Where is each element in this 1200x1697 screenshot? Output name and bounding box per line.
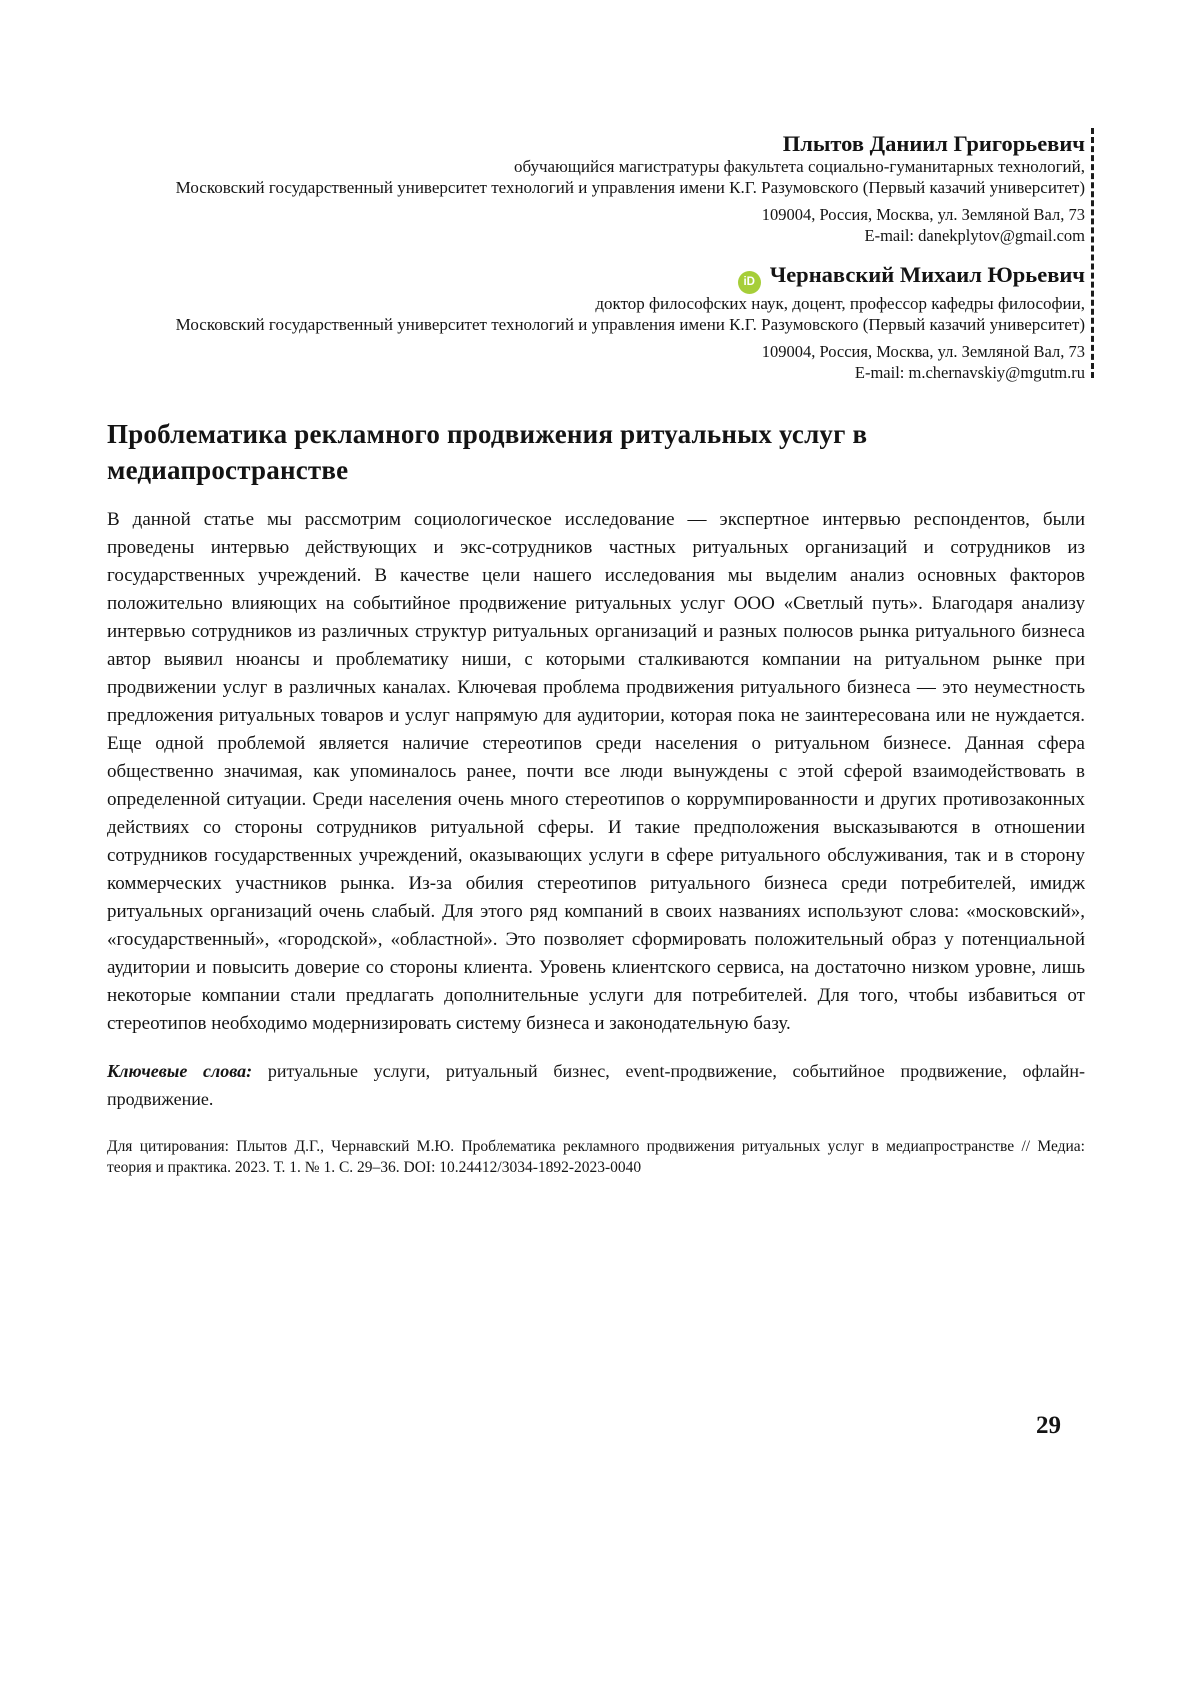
author-entry-plytov <box>107 130 1085 246</box>
keywords-label: Ключевые слова: <box>107 1061 253 1082</box>
author-email[interactable]: E-mail: m.chernavskiy@mgutm.ru <box>854 362 1085 382</box>
author-affiliation: Московский государственный университет технологий и управления имени К.Г. Разумовского (Первый казачий университет) <box>175 177 1085 197</box>
article-title: Проблематика рекламного продвижения ритуальных услуг в медиапространстве <box>107 419 868 485</box>
author-name-line <box>107 261 1085 294</box>
citation-text: Плытов Д.Г., Чернавский М.Ю. Проблематика рекламного продвижения ритуальных услуг в медиапространстве // Медиа: теория и практика. 2023. Т. 1. № 1. С. 29–36. DOI: 10.24412/3034-1892-2023-0040 <box>107 1138 1085 1176</box>
author-address: 109004, Россия, Москва, ул. Земляной Вал, 73 <box>761 205 1085 224</box>
author-contact <box>107 205 1085 246</box>
citation-line <box>107 1137 1085 1178</box>
author-role: доктор философских наук, доцент, профессор кафедры философии, <box>595 294 1085 313</box>
keywords-line <box>107 1057 1085 1113</box>
page-number: 29 <box>1036 1412 1061 1439</box>
page-content <box>107 0 1085 1194</box>
author-name: Чернавский Михаил Юрьевич <box>769 262 1085 287</box>
citation-label: Для цитирования: <box>107 1138 229 1156</box>
author-block-dashed-divider <box>1091 128 1094 378</box>
article-abstract: В данной статье мы рассмотрим социологическое исследование — экспертное интервью респондентов, были проведены интервью действующих и экс-сотрудников частных ритуальных организаций и сотрудников из государственных учреждений. В качестве цели нашего исследования мы выделим анализ основных факторов положительно влияющих на событийное продвижение ритуальных услуг ООО «Светлый путь». Благодаря анализу интервью сотрудников из различных структур ритуальных организаций и разных полюсов рынка ритуального бизнеса автор выявил нюансы и проблематику ниши, с которыми сталкиваются компании на ритуальном рынке при продвижении услуг в различных каналах. Ключевая проблема продвижения ритуального бизнеса — это неуместность предложения ритуальных товаров и услуг напрямую для аудитории, которая пока не заинтересована или не нуждается. Еще одной проблемой является наличие стереотипов среди населения о ритуальном бизнесе. Данная сфера общественно значимая, как упоминалось ранее, почти все люди вынуждены с этой сферой взаимодействовать в определенной ситуации. Среди населения очень много стереотипов о коррумпированности и других противозаконных действиях со стороны сотрудников ритуальной сферы. И такие предположения высказываются в отношении сотрудников государственных учреждений, оказывающих услуги в сфере ритуального обслуживания, так и в сторону коммерческих участников рынка. Из-за обилия стереотипов ритуального бизнеса среди потребителей, имидж ритуальных организаций очень слабый. Для этого ряд компаний в своих названиях используют слова: «московский», «государственный», «городской», «областной». Это позволяет сформировать положительный образ у потенциальной аудитории и повысить доверие со стороны клиента. Уровень клиентского сервиса, на достаточно низком уровне, лишь некоторые компании стали предлагать дополнительные услуги для потребителей. Для того, чтобы избавиться от стереотипов необходимо модернизировать систему бизнеса и законодательную базу. <box>107 509 1085 1035</box>
author-email[interactable]: E-mail: danekplytov@gmail.com <box>864 225 1085 245</box>
author-name: Плытов Даниил Григорьевич <box>782 131 1085 156</box>
author-role: обучающийся магистратуры факультета социально-гуманитарных технологий, <box>514 157 1085 176</box>
author-address: 109004, Россия, Москва, ул. Земляной Вал, 73 <box>761 342 1085 361</box>
keywords-text: ритуальные услуги, ритуальный бизнес, event-продвижение, событийное продвижение, офлайн-продвижение. <box>107 1061 1085 1110</box>
author-entry-chernavskiy <box>107 261 1085 383</box>
orcid-icon[interactable]: iD <box>738 271 761 294</box>
author-affiliation: Московский государственный университет технологий и управления имени К.Г. Разумовского (Первый казачий университет) <box>175 314 1085 334</box>
authors-block <box>107 130 1085 383</box>
author-contact <box>107 342 1085 383</box>
